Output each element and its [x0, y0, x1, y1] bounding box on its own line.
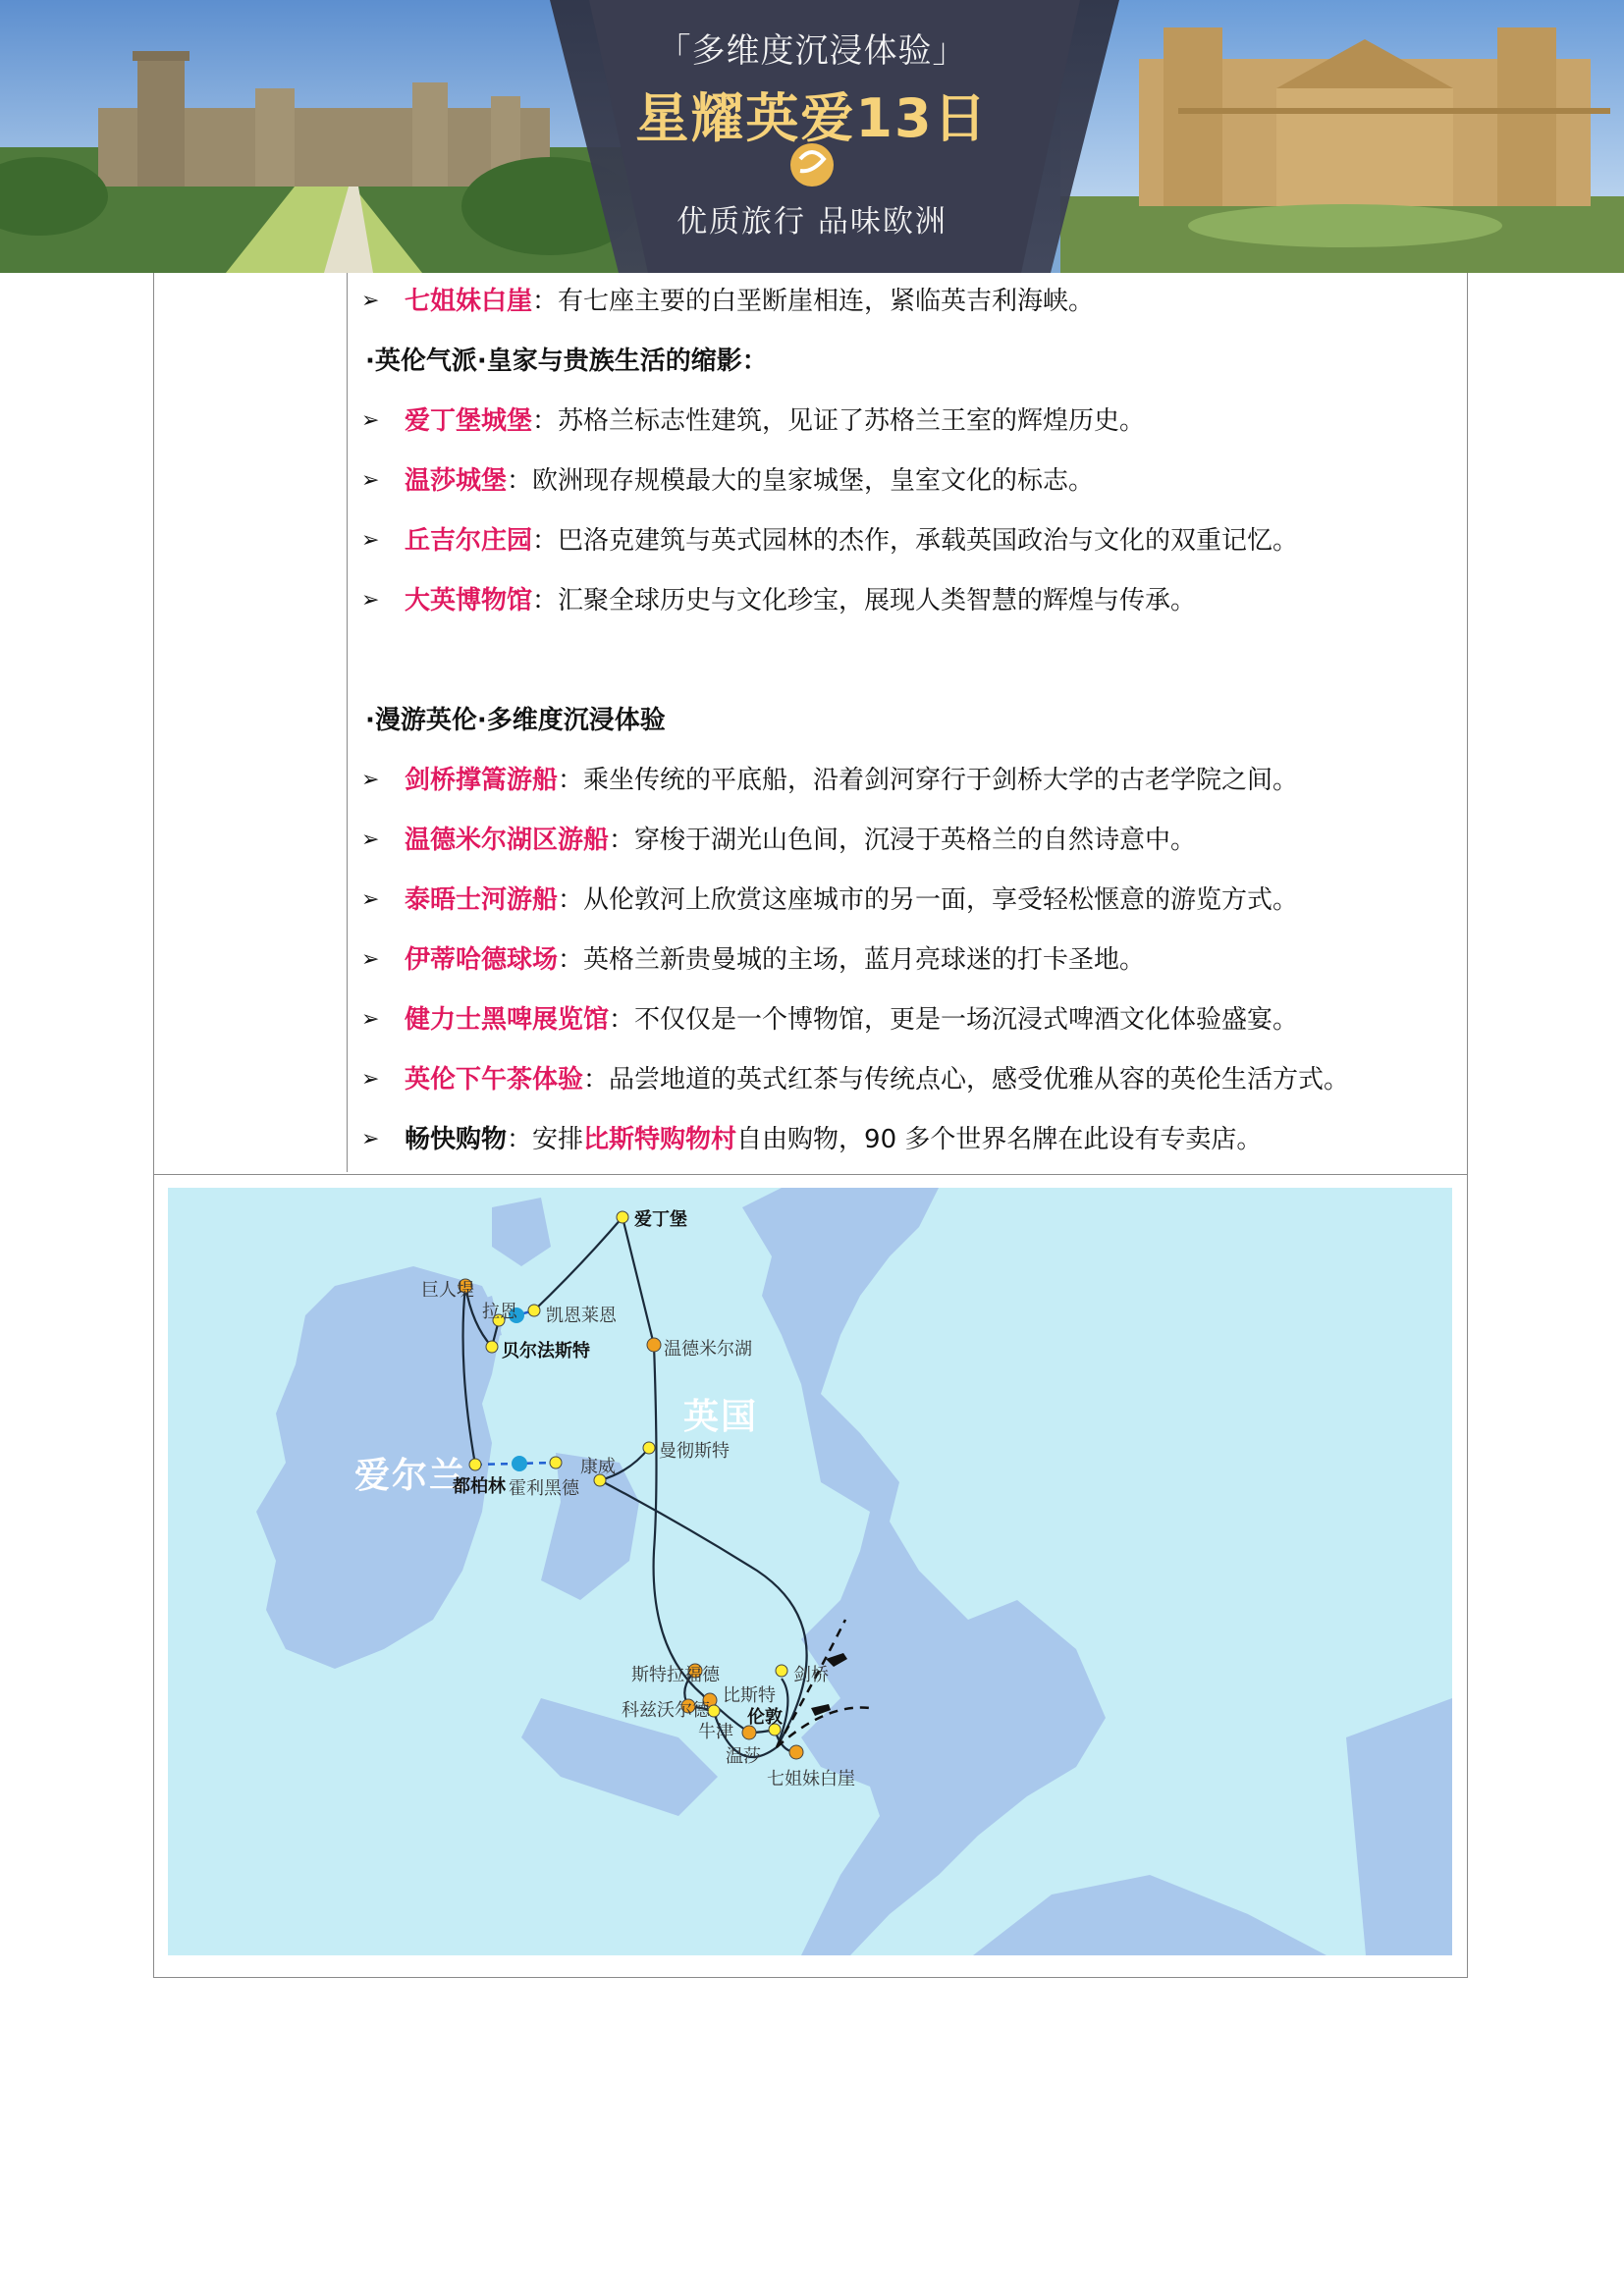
country-label-uk: 英国 [683, 1397, 759, 1437]
dot-edinburgh [617, 1211, 628, 1223]
dot-cambridge [776, 1665, 787, 1677]
ferry-icon [512, 1456, 527, 1471]
item-description: 从伦敦河上欣赏这座城市的另一面，享受轻松惬意的游览方式。 [583, 885, 1299, 915]
map-label-edinburgh: 爱丁堡 [634, 1209, 687, 1230]
item-description: 不仅仅是一个博物馆，更是一场沉浸式啤酒文化体验盛宴。 [634, 1005, 1299, 1035]
highlight-name: 爱丁堡城堡 [405, 406, 533, 436]
map-label-windermere: 温德米尔湖 [664, 1339, 752, 1360]
shopping-description: 自由购物，90 多个世界名牌在此设有专卖店。 [736, 1125, 1263, 1154]
route-map [168, 1188, 1452, 1955]
arrow-bullet-icon: ➢ [361, 588, 380, 613]
land-continent [1346, 1698, 1452, 1955]
dot-manchester [643, 1442, 655, 1454]
item-description: 汇聚全球历史与文化珍宝，展现人类智慧的辉煌与传承。 [558, 586, 1197, 615]
dot-dublin [469, 1459, 481, 1470]
banner-slogan: 优质旅行 品味欧洲 [677, 204, 947, 240]
item-description: 穿梭于湖光山色间，沉浸于英格兰的自然诗意中。 [634, 826, 1197, 855]
banner-title: 星耀英爱13日 [635, 87, 989, 149]
table-left-cell [154, 273, 348, 1172]
arrow-bullet-icon: ➢ [361, 768, 380, 792]
map-label-cairnryan: 凯恩莱恩 [546, 1306, 617, 1326]
highlight-name: 剑桥撑篙游船 [405, 766, 559, 795]
table-right-cell: ➢ 七姐妹白崖：有七座主要的白垩断崖相连，紧临英吉利海峡。 ·英伦气派·皇家与贵族生活的缩影： ➢ 爱丁堡城堡：苏格兰标志性建筑，见证了苏格兰王室的辉煌历史。 ➢ 温莎城堡：欧洲现存规模最大的皇家城堡，皇室文化的标志。 ➢ 丘吉尔庄园：巴洛克建筑与英式园林的杰作，承载英国政治与文化的双重记忆。 ➢ 大英博物馆：汇聚全球历史与文化珍宝，展现人类智慧的辉煌与传承。 ·漫游英伦·多维度沉浸体验 ➢ 剑桥撑篙游船：乘坐传统的平底船，沿着剑河穿行于剑桥大学的古老学院之间。 ➢ 温德米尔湖区游船：穿梭于湖光山色间，沉浸于英格兰的自然诗意中。 ➢ 泰晤士河游船：从伦敦河上欣赏这座城市的另一面，享受轻松惬意的游览方式。 ➢ 伊蒂哈德球场：英格兰新贵曼城的主场，蓝月亮球迷的打卡圣地。 ➢ 健力士黑啤展览馆：不仅仅是一个博物馆，更是一场沉浸式啤酒文化体验盛宴。 ➢ 英伦下午茶体验：品尝地道的英式红茶与传统点心，感受优雅从容的英伦生活方式。 ➢ 畅快购物：安排比斯特购物村自由购物，90 多个世界名牌在此设有专卖店。 [348, 273, 1467, 1172]
route-map-drawing [168, 1188, 1452, 1955]
banner-subtitle: 「多维度沉浸体验」 [657, 31, 967, 71]
item-description: 品尝地道的英式红茶与传统点心，感受优雅从容的英伦生活方式。 [609, 1065, 1350, 1095]
highlight-name: 丘吉尔庄园 [405, 526, 533, 556]
item-description: 乘坐传统的平底船，沿着剑河穿行于剑桥大学的古老学院之间。 [583, 766, 1299, 795]
highlight-name: 健力士黑啤展览馆 [405, 1005, 610, 1035]
highlight-name: 七姐妹白崖 [405, 287, 533, 316]
map-label-holyhead: 霍利黑德 [509, 1478, 579, 1499]
map-label-london: 伦敦 [747, 1707, 783, 1728]
map-label-cambridge: 剑桥 [793, 1665, 829, 1685]
country-label-ireland: 爱尔兰 [354, 1456, 467, 1496]
map-label-manchester: 曼彻斯特 [659, 1441, 730, 1462]
dot-belfast [486, 1341, 498, 1353]
itinerary-table [153, 273, 1468, 1175]
map-label-belfast: 贝尔法斯特 [502, 1341, 590, 1362]
arrow-bullet-icon: ➢ [361, 468, 380, 493]
map-label-dublin: 都柏林 [453, 1476, 506, 1497]
arrow-bullet-icon: ➢ [361, 528, 380, 553]
map-label-larne: 拉恩 [482, 1302, 517, 1322]
land-scottish-isles [492, 1198, 551, 1266]
arrow-bullet-icon: ➢ [361, 289, 380, 313]
land-france [973, 1875, 1326, 1955]
map-label-oxford: 牛津 [698, 1722, 733, 1742]
map-label-conwy: 康威 [580, 1457, 616, 1477]
dot-cairnryan [528, 1305, 540, 1316]
section-heading: ·漫游英伦·多维度沉浸体验 [365, 706, 666, 735]
highlight-name: 英伦下午茶体验 [405, 1065, 584, 1095]
section-heading: ·英伦气派·皇家与贵族生活的缩影： [365, 347, 768, 376]
map-label-windsor: 温莎 [726, 1746, 761, 1767]
item-description: 苏格兰标志性建筑，见证了苏格兰王室的辉煌历史。 [558, 406, 1146, 436]
highlight-name: 温德米尔湖区游船 [405, 826, 610, 855]
dot-holyhead [550, 1457, 562, 1468]
map-label-bicester: 比斯特 [723, 1685, 776, 1706]
dot-windermere [647, 1338, 661, 1352]
header-banner [0, 0, 1624, 273]
highlight-name: 温莎城堡 [405, 466, 508, 496]
shopping-highlight: 比斯特购物村 [583, 1125, 737, 1154]
map-label-seven-sisters: 七姐妹白崖 [767, 1769, 855, 1789]
map-label-giants-causeway: 巨人堤 [421, 1280, 474, 1301]
route-map-cell [153, 1174, 1468, 1978]
arrow-bullet-icon: ➢ [361, 1127, 380, 1151]
arrow-bullet-icon: ➢ [361, 408, 380, 433]
arrow-bullet-icon: ➢ [361, 1007, 380, 1032]
dot-seven-sisters [789, 1745, 803, 1759]
arrow-bullet-icon: ➢ [361, 887, 380, 912]
item-description: 欧洲现存规模最大的皇家城堡，皇室文化的标志。 [532, 466, 1095, 496]
arrow-bullet-icon: ➢ [361, 947, 380, 972]
item-description: 巴洛克建筑与英式园林的杰作，承载英国政治与文化的双重记忆。 [558, 526, 1299, 556]
item-description: 有七座主要的白垩断崖相连，紧临英吉利海峡。 [558, 287, 1095, 316]
arrow-bullet-icon: ➢ [361, 828, 380, 852]
map-label-cotswolds: 科兹沃尔德 [622, 1700, 710, 1721]
highlight-name: 伊蒂哈德球场 [405, 945, 559, 975]
item-description: 英格兰新贵曼城的主场，蓝月亮球迷的打卡圣地。 [583, 945, 1146, 975]
land-great-britain [742, 1188, 1106, 1955]
shopping-label: 畅快购物 [405, 1125, 508, 1154]
map-label-stratford: 斯特拉福德 [631, 1665, 720, 1685]
arrow-bullet-icon: ➢ [361, 1067, 380, 1092]
highlight-name: 泰晤士河游船 [405, 885, 559, 915]
highlight-name: 大英博物馆 [405, 586, 533, 615]
